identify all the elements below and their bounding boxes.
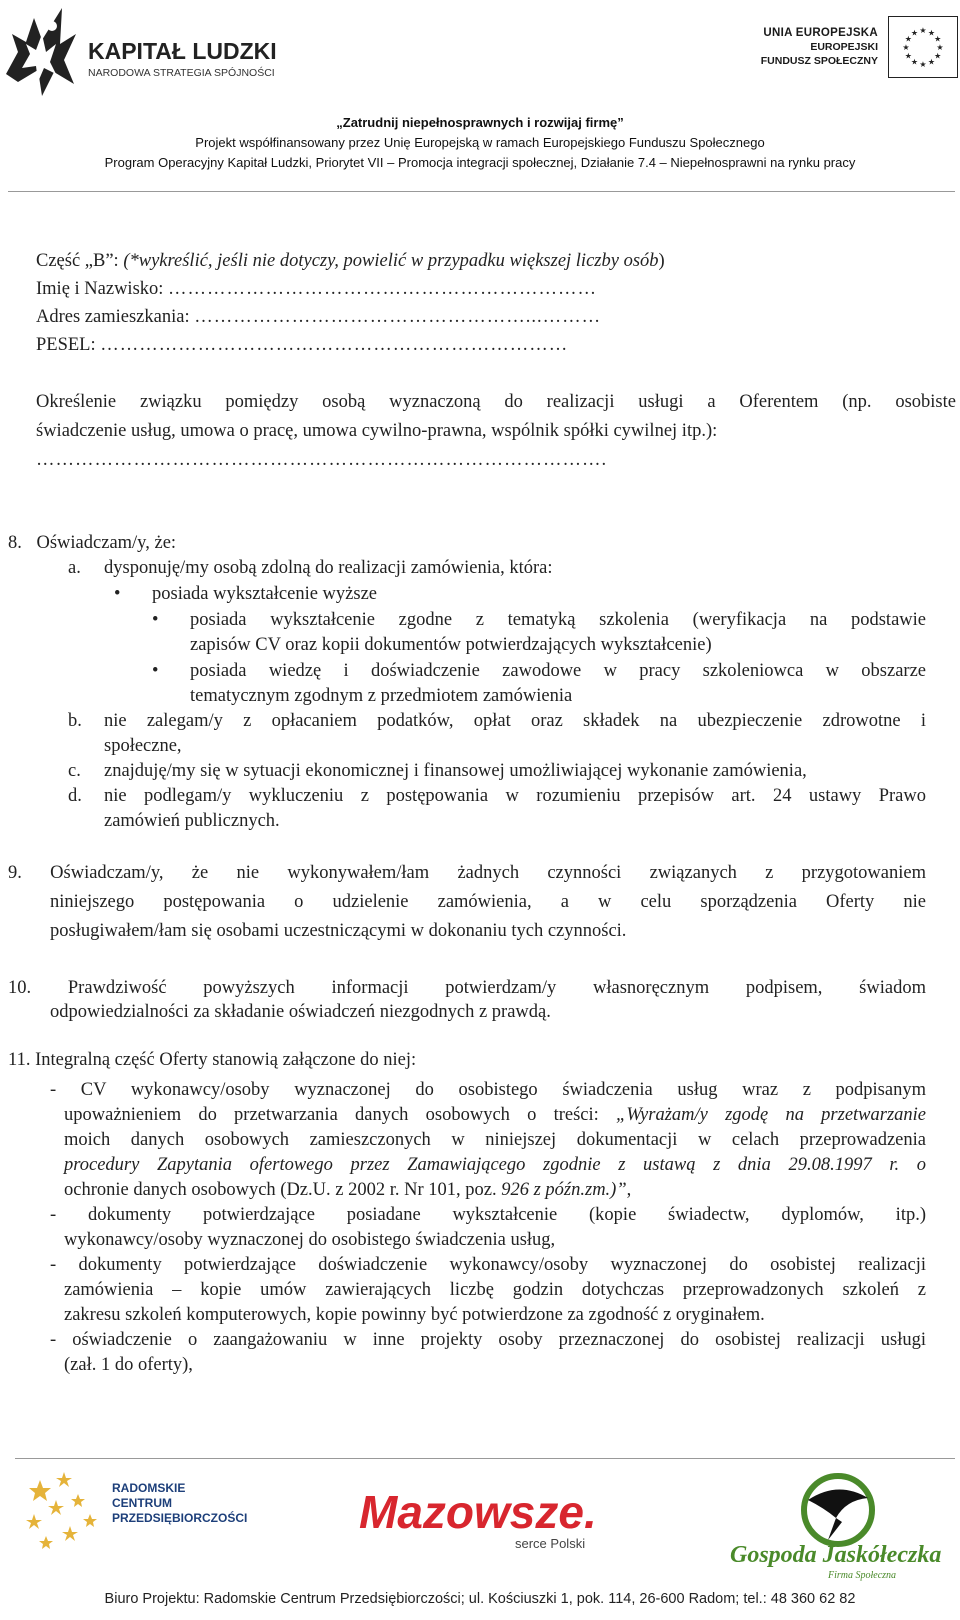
project-cofinancing: Projekt współfinansowany przez Unię Europejską w ramach Europejskiego Funduszu Społecznego xyxy=(195,135,765,150)
eu-star-icon: ★ xyxy=(904,51,912,61)
eu-star-icon: ★ xyxy=(934,34,942,44)
attachment-2-line-1: - dokumenty potwierdzające posiadane wykształcenie (kopie świadectw, dyplomów, itp.) xyxy=(50,1205,926,1225)
bullet-icon: • xyxy=(152,661,159,681)
attachment-4-line-1: - oświadczenie o zaangażowaniu w inne projekty osoby przeznaczonej do osobistej realizacji usługi xyxy=(50,1330,926,1350)
eu-star-icon: ★ xyxy=(936,43,944,52)
svg-text:Firma Społeczna: Firma Społeczna xyxy=(828,1570,897,1581)
attachment-1-italic: 926 z późn.zm.)” xyxy=(501,1180,627,1200)
unia-europejska-logo xyxy=(733,16,958,82)
section-8b-letter: b. xyxy=(68,711,82,731)
project-office-address: Biuro Projektu: Radomskie Centrum Przedsiębiorczości; ul. Kościuszki 1, pok. 114, 26-600 Radom; tel.: 48 360 62 82 xyxy=(104,1591,856,1607)
pesel-label: PESEL: xyxy=(36,335,96,355)
name-label: Imię i Nazwisko: xyxy=(36,279,164,299)
section-8a-text: dysponuję/my osobą zdolną do realizacji zamówienia, która: xyxy=(104,558,553,578)
page-header xyxy=(0,0,960,200)
part-b-note: (*wykreślić, jeśli nie dotyczy, powielić w przypadku większej liczby osób xyxy=(123,251,659,271)
rcp-logo xyxy=(20,1470,250,1580)
footer-divider xyxy=(15,1458,955,1459)
section-8-heading xyxy=(8,529,928,557)
section-9-line-3: posługiwałem/łam się osobami uczestniczącymi w dokonaniu tych czynności. xyxy=(50,921,627,941)
kapital-ludzki-emblem-icon xyxy=(6,8,76,96)
bullet-text: posiada wykształcenie wyższe xyxy=(152,584,377,604)
ue-line-3: FUNDUSZ SPOŁECZNY xyxy=(760,55,878,67)
attachment-3-line-2: zamówienia – kopie umów zawierających liczbę godzin dotychczas przeprowadzonych szkoleń z xyxy=(64,1280,926,1300)
consent-quote: „Wyrażam/y zgodę na przetwarzanie xyxy=(616,1105,927,1125)
section-8-number: 8. xyxy=(8,533,22,553)
footer-logos xyxy=(0,1470,960,1590)
attachment-1-comma: , xyxy=(626,1180,632,1200)
swallow-icon xyxy=(804,1476,872,1544)
header-divider xyxy=(8,191,955,192)
eu-star-icon: ★ xyxy=(934,51,942,61)
name-field xyxy=(36,275,956,303)
eu-flag-icon xyxy=(888,16,958,78)
svg-text:KAPITAŁ LUDZKI: KAPITAŁ LUDZKI xyxy=(88,38,277,64)
section-10-line-1: 10. Prawdziwość powyższych informacji potwierdzam/y własnoręcznym podpisem, świadom xyxy=(8,978,926,998)
project-program: Program Operacyjny Kapitał Ludzki, Priorytet VII – Promocja integracji społecznej, Działanie 7.4 – Niepełnosprawni na rynku pracy xyxy=(104,155,856,170)
address-field xyxy=(36,303,956,331)
attachment-1-text: upoważnieniem do przetwarzania danych osobowych o treści: xyxy=(64,1105,617,1125)
pesel-field xyxy=(36,331,956,359)
attachment-3-line-3: zakresu szkoleń komputerowych, kopie powinny być potwierdzone za zgodność z oryginałem. xyxy=(64,1305,765,1325)
section-11-title: 11. Integralną część Oferty stanowią załączone do niej: xyxy=(8,1050,417,1070)
bullet-text-continued: zapisów CV oraz kopii dokumentów potwierdzających wykształcenie) xyxy=(190,635,712,655)
bullet-icon: • xyxy=(152,610,159,630)
part-b-label: Część „B”: xyxy=(36,251,124,271)
bullet-item xyxy=(114,580,926,608)
address-label: Adres zamieszkania: xyxy=(36,307,190,327)
section-8d-letter: d. xyxy=(68,786,82,806)
gospoda-jaskoleczka-logo xyxy=(728,1470,956,1585)
attachment-1-line-1: - CV wykonawcy/osoby wyznaczonej do osobistego świadczenia usług wraz z podpisanym xyxy=(50,1080,926,1100)
svg-text:Gospoda Jaskółeczka: Gospoda Jaskółeczka xyxy=(730,1542,942,1568)
attachment-1-text: ochronie danych osobowych (Dz.U. z 2002 r. Nr 101, poz. xyxy=(64,1180,502,1200)
attachment-1-line-5 xyxy=(64,1176,926,1204)
section-8c-text: znajduję/my się w sytuacji ekonomicznej i finansowej umożliwiającej wykonanie zamówienia, xyxy=(104,761,807,781)
bullet-text: posiada wiedzę i doświadczenie zawodowe w pracy szkoleniowca w obszarze xyxy=(190,661,926,681)
bullet-text: posiada wykształcenie zgodne z tematyką szkolenia (weryfikacja na podstawie xyxy=(190,610,926,630)
eu-star-icon: ★ xyxy=(904,34,912,44)
eu-star-icon: ★ xyxy=(927,28,936,38)
eu-star-icon: ★ xyxy=(927,57,936,67)
ue-line-2: EUROPEJSKI xyxy=(810,41,878,53)
svg-text:NARODOWA STRATEGIA SPÓJNOŚCI: NARODOWA STRATEGIA SPÓJNOŚCI xyxy=(88,67,275,79)
eu-star-icon: ★ xyxy=(902,43,910,52)
eu-star-icon: ★ xyxy=(910,57,919,67)
svg-text:serce Polski: serce Polski xyxy=(515,1536,586,1551)
pesel-dots: ……………………………………………………………… xyxy=(100,335,569,355)
relation-dots: ……………………………………………………………………………. xyxy=(36,450,608,470)
name-dots: ………………………………………………………… xyxy=(168,279,598,299)
part-b-heading xyxy=(36,247,956,275)
project-info xyxy=(0,113,960,173)
section-9-line-1: 9. Oświadczam/y, że nie wykonywałem/łam żadnych czynności związanych z przygotowaniem xyxy=(8,863,926,883)
svg-text:Mazowsze.: Mazowsze. xyxy=(359,1486,597,1538)
section-8b-text: nie zalegam/y z opłacaniem podatków, opłat oraz składek na ubezpieczenie zdrowotne i xyxy=(104,711,926,731)
attachment-1-line-4: procedury Zapytania ofertowego przez Zamawiającego zgodnie z ustawą z dnia 29.08.1997 r. o xyxy=(64,1155,926,1175)
eu-star-icon: ★ xyxy=(910,28,919,38)
section-8d-text: nie podlegam/y wykluczeniu z postępowania w rozumieniu przepisów art. 24 ustawy Prawo xyxy=(104,786,926,806)
attachment-2-line-2: wykonawcy/osoby wyznaczonej do osobistego świadczenia usług, xyxy=(64,1230,556,1250)
attachment-1-line-3: moich danych osobowych zamieszczonych w niniejszej dokumentacji w celach przeprowadzenia xyxy=(64,1130,926,1150)
svg-text:PRZEDSIĘBIORCZOŚCI: PRZEDSIĘBIORCZOŚCI xyxy=(112,1511,248,1525)
bullet-item xyxy=(152,657,926,685)
mazowsze-logo xyxy=(355,1480,605,1570)
section-8d-continued: zamówień publicznych. xyxy=(104,811,280,831)
section-8b-continued: społeczne, xyxy=(104,736,182,756)
part-b-paren: ) xyxy=(658,251,665,271)
section-10-line-2: odpowiedzialności za składanie oświadczeń niezgodnych z prawdą. xyxy=(50,1002,551,1022)
section-8c-letter: c. xyxy=(68,761,81,781)
eu-star-icon: ★ xyxy=(919,60,927,69)
ue-line-1: UNIA EUROPEJSKA xyxy=(763,27,878,39)
address-dots: ……………………………………………...……… xyxy=(194,307,602,327)
section-9-line-2: niniejszego postępowania o udzielenie zamówienia, a w celu sporządzenia Oferty nie xyxy=(50,892,926,912)
section-8a-letter: a. xyxy=(68,558,81,578)
relation-line-2: świadczenie usług, umowa o pracę, umowa cywilno-prawna, wspólnik spółki cywilnej itp.): xyxy=(36,421,718,441)
relation-line-1: Określenie związku pomiędzy osobą wyznaczoną do realizacji usługi a Oferentem (np. osobiste xyxy=(36,392,956,412)
bullet-text-continued: tematycznym zgodnym z przedmiotem zamówienia xyxy=(190,686,573,706)
eu-star-icon: ★ xyxy=(919,26,927,35)
ue-logo-text xyxy=(733,26,878,68)
attachment-1-line-2 xyxy=(64,1101,926,1129)
attachment-4-line-2: (zał. 1 do oferty), xyxy=(64,1355,193,1375)
kapital-ludzki-logo xyxy=(4,4,304,99)
rcp-stars-icon xyxy=(26,1472,97,1549)
svg-text:CENTRUM: CENTRUM xyxy=(112,1496,172,1510)
attachment-3-line-1: - dokumenty potwierdzające doświadczenie wykonawcy/osoby wyznaczonej do osobistej realizacji xyxy=(50,1255,926,1275)
section-8-title: Oświadczam/y, że: xyxy=(36,533,177,553)
bullet-icon: • xyxy=(114,584,121,604)
svg-text:RADOMSKIE: RADOMSKIE xyxy=(112,1481,186,1495)
bullet-item xyxy=(152,606,926,634)
project-title: „Zatrudnij niepełnosprawnych i rozwijaj firmę” xyxy=(336,115,624,130)
